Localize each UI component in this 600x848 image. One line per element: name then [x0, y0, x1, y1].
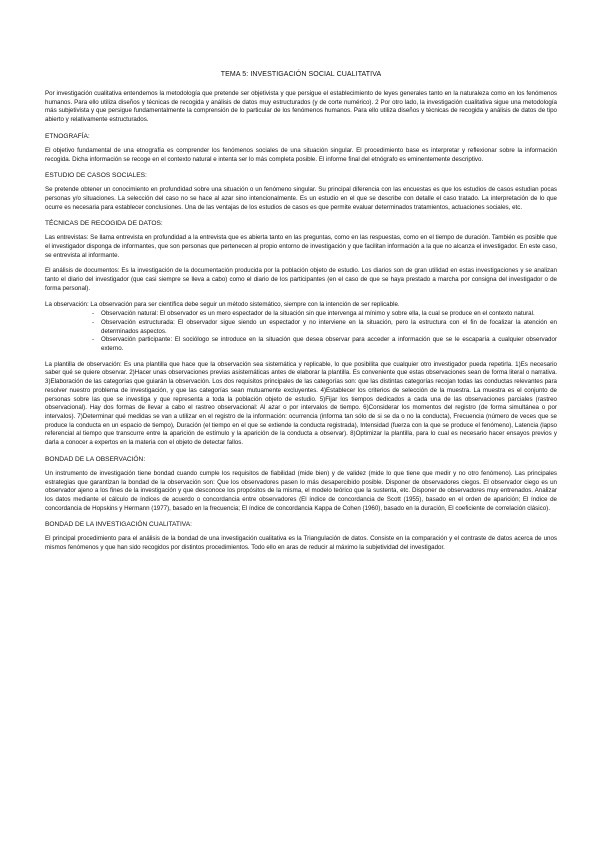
- section-heading-bondad-observacion: BONDAD DE LA OBSERVACIÓN:: [45, 455, 146, 463]
- observacion-paragraph: La observación: La observación para ser científica debe seguir un método sistemático, siempre con la intención de ser replicable.: [45, 300, 400, 308]
- list-dash: -: [92, 318, 95, 326]
- section-heading-tecnicas: TÉCNICAS DE RECOGIDA DE DATOS:: [45, 220, 163, 228]
- list-item: [92, 319, 557, 336]
- list-item: [92, 310, 557, 319]
- list-dash: -: [92, 310, 95, 318]
- list-item: [92, 336, 557, 353]
- section-heading-casos: ESTUDIO DE CASOS SOCIALES:: [45, 172, 147, 180]
- intro-paragraph: Por investigación cualitativa entendemos la metodología que pretende ser objetivista y que persigue el establecimiento de leyes generales tanto en la naturaleza como en los fenómenos humanos. Para ello utiliza diseños y técnicas de recogida y análisis de datos muy estructurados (y de corte numérico). 2 Por otro lado, la investigación cualitativa sigue una metodología más subjetivista y que persigue fundamentalmente la comprensión de lo particular de los fenómenos humanos. Para ello utiliza diseños y técnicas de recogida y análisis de datos de tipo abierto y relativamente estructurados.: [45, 90, 557, 124]
- list-item-text: Observación natural: El observador es un mero espectador de la situación sin que intervenga al mínimo y sobre ella, la cual se produce en el contexto natural.: [101, 310, 535, 318]
- casos-paragraph: Se pretende obtener un conocimiento en profundidad sobre una situación o un fenómeno singular. Su principal diferencia con las encuestas es que los estudios de casos estudian pocas personas y/o situaciones. La selección del caso no se hace al azar sino intencionalmente. Es un estudio en el que se describe con detalle el caso tratado. La interpretación de lo que ocurre es necesaria para establecer conclusiones. Una de las ventajas de los estudios de casos es que permite evaluar determinados tratamientos, actuaciones sociales, etc.: [45, 186, 557, 211]
- entrevistas-paragraph: Las entrevistas: Se llama entrevista en profundidad a la entrevista que es abierta tanto en las preguntas, como en las respuestas, como en el tiempo de duración. También es posible que el investigador disponga de informantes, que son personas que pertenecen al propio entorno de investigación y que facilitan información a la que no alcanza el investigador. En este caso, se entrevista al informante.: [45, 234, 557, 259]
- document-body: [45, 70, 557, 560]
- list-item-text: Observación participante: El sociólogo se introduce en la situación que desea observar para acceder a información que se le escaparía a cualquier observador externo.: [101, 336, 557, 353]
- list-dash: -: [92, 336, 95, 344]
- document-title: TEMA 5: INVESTIGACIÓN SOCIAL CUALITATIVA: [220, 71, 382, 78]
- bondad-investigacion-paragraph: El principal procedimiento para el análisis de la bondad de una investigación cualitativa es la Triangulación de datos. Consiste en la comparación y el contraste de datos acerca de unos mismos fenómenos y que han sido recogidos por distintos procedimientos. Todo ello en aras de reducir al máximo la subjetividad del investigador.: [45, 535, 557, 552]
- observation-types-list: [45, 310, 557, 354]
- bondad-observacion-paragraph: Un instrumento de investigación tiene bondad cuando cumple los requisitos de fiabilidad (mide bien) y de validez (mide lo que tiene que medir y no otro fenómeno). Las principales estrategias que garantizan la bondad de la observación son: Que los observadores pasen lo más desapercibido posible. Disponer de observadores ciegos. El observador ciego es un observador ajeno a los fines de la investigación y que desconoce los propósitos de la misma, el modelo teórico que la sustenta, etc. Disponer de observadores muy entrenados. Analizar los datos mediante el cálculo de índices de acuerdo o concordancia entre observadores (El índice de concordancia de Scott (1955), basado en el orden de aparición; El índice de concordancia de Hopskins y Hermann (1977), basado en la frecuencia; El índice de concordancia Kappa de Cohen (1960), basado en la duración, El coeficiente de correlación clásico).: [45, 469, 557, 512]
- section-heading-etnografia: ETNOGRAFÍA:: [45, 132, 90, 140]
- documentos-paragraph: El análisis de documentos: Es la investigación de la documentación producida por la población objeto de estudio. Los diarios son de gran utilidad en estas investigaciones y se analizan tanto el diario del investigador (que casi siempre se lleva a cabo) como el diario de los participantes (en el caso de que se haya prestado a marcha por consigna del investigador o de forma personal).: [45, 267, 557, 292]
- list-item-text: Observación estructurada: El observador sigue siendo un espectador y no interviene en la situación, pero la estructura con el fin de focalizar la atención en determinados aspectos.: [101, 318, 557, 335]
- plantilla-paragraph: La plantilla de observación: Es una plantilla que hace que la observación sea sistemática y replicable, lo que posibilita que cualquier otro investigador pueda repetirla. 1)Es necesario saber qué se quiere observar. 2)Hacer unas observaciones previas asistemáticas antes de elaborar la plantilla. Es conveniente que estas observaciones sean de forma literal o narrativa. 3)Elaboración de las categorías que guiarán la observación. Los dos requisitos principales de las categorías son: que las distintas categorías recojan todas las conductas relevantes para resolver nuestro problema de investigación, y que las categorías sean mutuamente excluyentes. 4)Establecer los criterios de selección de la muestra. La muestra es el conjunto de personas sobre las que se investiga y que representa a toda la población objeto de estudio. 5)Fijar los tiempos dedicados a cada una de las observaciones parciales (rastreo observacional). Hay dos formas de llevar a cabo el rastreo observacional: Al azar o por intervalos de tiempo. 6)Considerar los momentos del registro (de forma simultánea o por intervalos). 7)Determinar qué medidas se van a utilizar en el registro de la información: ocurrencia (informa tan sólo de si se da o no la conducta), Frecuencia (número de veces que se produce la conducta en un espacio de tiempo), Duración (el tiempo en el que se extiende la conducta registrada), Intensidad (fuerza con la que se produce el fenómeno), Latencia (lapso referencial al tiempo que transcurre entre la aparición de estímulo y la aparición de la conducta a observar). 8)Optimizar la plantilla, para lo cual es necesario hacer ensayos previos y darla a conocer a expertos en la materia con el objeto de detectar fallos.: [45, 360, 557, 447]
- section-heading-bondad-investigacion: BONDAD DE LA INVESTIGACIÓN CUALITATIVA:: [45, 521, 192, 529]
- etnografia-paragraph: El objetivo fundamental de una etnografía es comprender los fenómenos sociales de una situación singular. El procedimiento base es interpretar y reflexionar sobre la información recogida. Dicha información se recoge en el contexto natural e intenta ser lo más completa posible. El informe final del etnógrafo es eminentemente descriptivo.: [45, 146, 557, 163]
